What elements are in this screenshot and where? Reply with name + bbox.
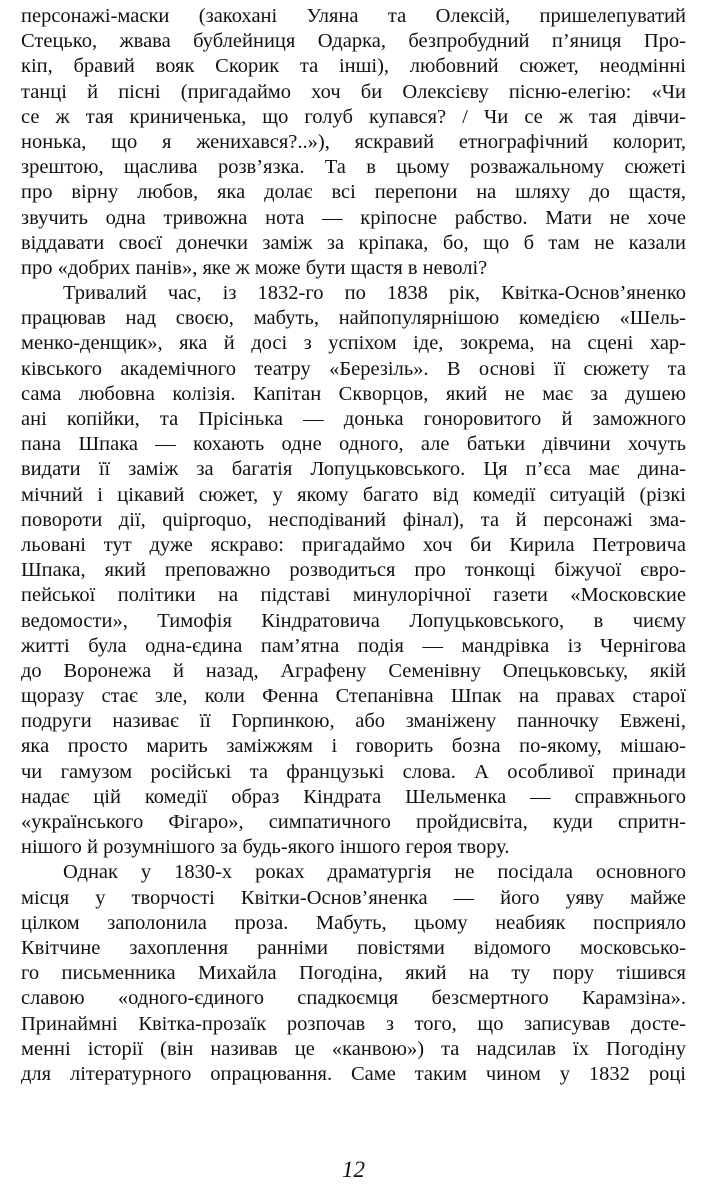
text-line: персонажі-маски (закохані Уляна та Олексій, пришелепуватий <box>21 5 686 27</box>
text-line: мічний і цікавий сюжет, у якому багато від комедії ситуацій (різкі <box>21 483 686 506</box>
text-line: славою «одного-єдиного спадкоємця безсмертного Карамзіна». <box>21 987 686 1010</box>
paragraph-3 <box>21 860 686 1087</box>
text-line: пейської політики на підставі минулорічної газети «Московские <box>21 584 686 607</box>
text-line: го письменника Михайла Погодіна, який на ту пору тішився <box>21 962 686 985</box>
text-line: ведомости», Тимофія Кіндратовича Лопуцьковського, в чиєму <box>21 609 686 632</box>
text-line: «українського Фігаро», симпатичного пройдисвіта, куди спритн- <box>21 811 686 833</box>
text-line: цілком заполонила проза. Мабуть, цьому неабияк посприяло <box>21 911 686 934</box>
text-line: зрештою, щаслива розв’язка. Та в цьому розважальному сюжеті <box>21 156 686 179</box>
text-line: про «добрих панів», яке ж може бути щастя в неволі? <box>21 256 488 279</box>
text-line: менко-денщик», яка й досі з успіхом іде, зокрема, на сцені хар- <box>21 332 686 355</box>
text-line: віддавати своєї донечки заміж за кріпака, бо, що б там не казали <box>21 231 686 254</box>
text-line: для літературного опрацювання. Саме таким чином у 1832 році <box>21 1062 686 1085</box>
text-line: кіп, бравий вояк Скорик та інші), любовний сюжет, неодмінні <box>21 55 686 78</box>
text-line: повороти дії, quiproquo, несподіваний фінал), та й персонажі зма- <box>21 508 686 531</box>
text-line: до Воронежа й назад, Аграфену Семенівну Опецьковську, якій <box>21 659 686 682</box>
text-line: Стецько, жвава бублейниця Одарка, безпробудний п’яниця Про- <box>21 30 686 53</box>
text-line: се ж тая криниченька, що голуб купався? / Чи се ж тая дівчи- <box>21 105 686 128</box>
text-line: працював над своєю, мабуть, найпопулярнішою комедією «Шель- <box>21 307 686 330</box>
text-line: Тривалий час, із 1832-го по 1838 рік, Квітка-Основ’яненко <box>63 282 686 305</box>
text-line: подруги називає її Горпинкою, або зманіжену панночку Евжені, <box>21 710 686 733</box>
text-line: чи гамузом російські та французькі слова. А особливої принади <box>21 760 686 783</box>
text-line: щоразу стає зле, коли Фенна Степанівна Шпак на правах старої <box>21 685 686 708</box>
text-line: нонька, що я женихався?..»), яскравий етнографічний колорит, <box>21 130 686 153</box>
text-line: нішого й розумнішого за будь-якого іншого героя твору. <box>21 836 510 859</box>
text-line: Однак у 1830-х роках драматургія не посідала основного <box>63 861 686 884</box>
text-line: Шпака, який преповажно розводиться про тонкощі біжучої євро- <box>21 559 686 582</box>
paragraph-2 <box>21 281 686 860</box>
text-line: житті була одна-єдина пам’ятна подія — мандрівка із Чернігова <box>21 634 686 657</box>
paragraph-1 <box>21 4 686 281</box>
text-line: видати її заміж за багатія Лопуцьковського. Ця п’єса має дина- <box>21 458 686 481</box>
text-line: пана Шпака — кохають одне одного, але батьки дівчини хочуть <box>21 433 686 456</box>
text-line: місця у творчості Квітки-Основ’яненка — його уяву майже <box>21 886 686 909</box>
text-line: льовані тут дуже яскраво: пригадаймо хоч би Кирила Петровича <box>21 533 686 556</box>
page-number: 12 <box>342 1157 365 1182</box>
document-page <box>21 4 686 1087</box>
text-line: Квітчине захоплення ранніми повістями відомого московсько- <box>21 936 686 959</box>
text-line: надає цій комедії образ Кіндрата Шельменка — справжнього <box>21 785 686 808</box>
text-line: танці й пісні (пригадаймо хоч би Олексієву пісню-елегію: «Чи <box>21 80 686 103</box>
text-line: яка просто марить заміжжям і говорить бозна по-якому, мішаю- <box>21 735 686 758</box>
text-line: Принаймні Квітка-прозаїк розпочав з того, що записував достe- <box>21 1012 686 1035</box>
text-line: про вірну любов, яка долає всі перепони на шляху до щастя, <box>21 181 686 204</box>
text-line: ані копійки, та Прісінька — донька гоноровитого й заможного <box>21 408 686 430</box>
text-line: менні історії (він називав це «канвою») та надсилав їх Погодіну <box>21 1037 686 1060</box>
text-line: звучить одна тривожна нота — кріпосне рабство. Мати не хоче <box>21 206 686 229</box>
text-line: ківського академічного театру «Березіль». В основі її сюжету та <box>21 357 686 380</box>
text-line: сама любовна колізія. Капітан Скворцов, який не має за душею <box>21 382 686 405</box>
